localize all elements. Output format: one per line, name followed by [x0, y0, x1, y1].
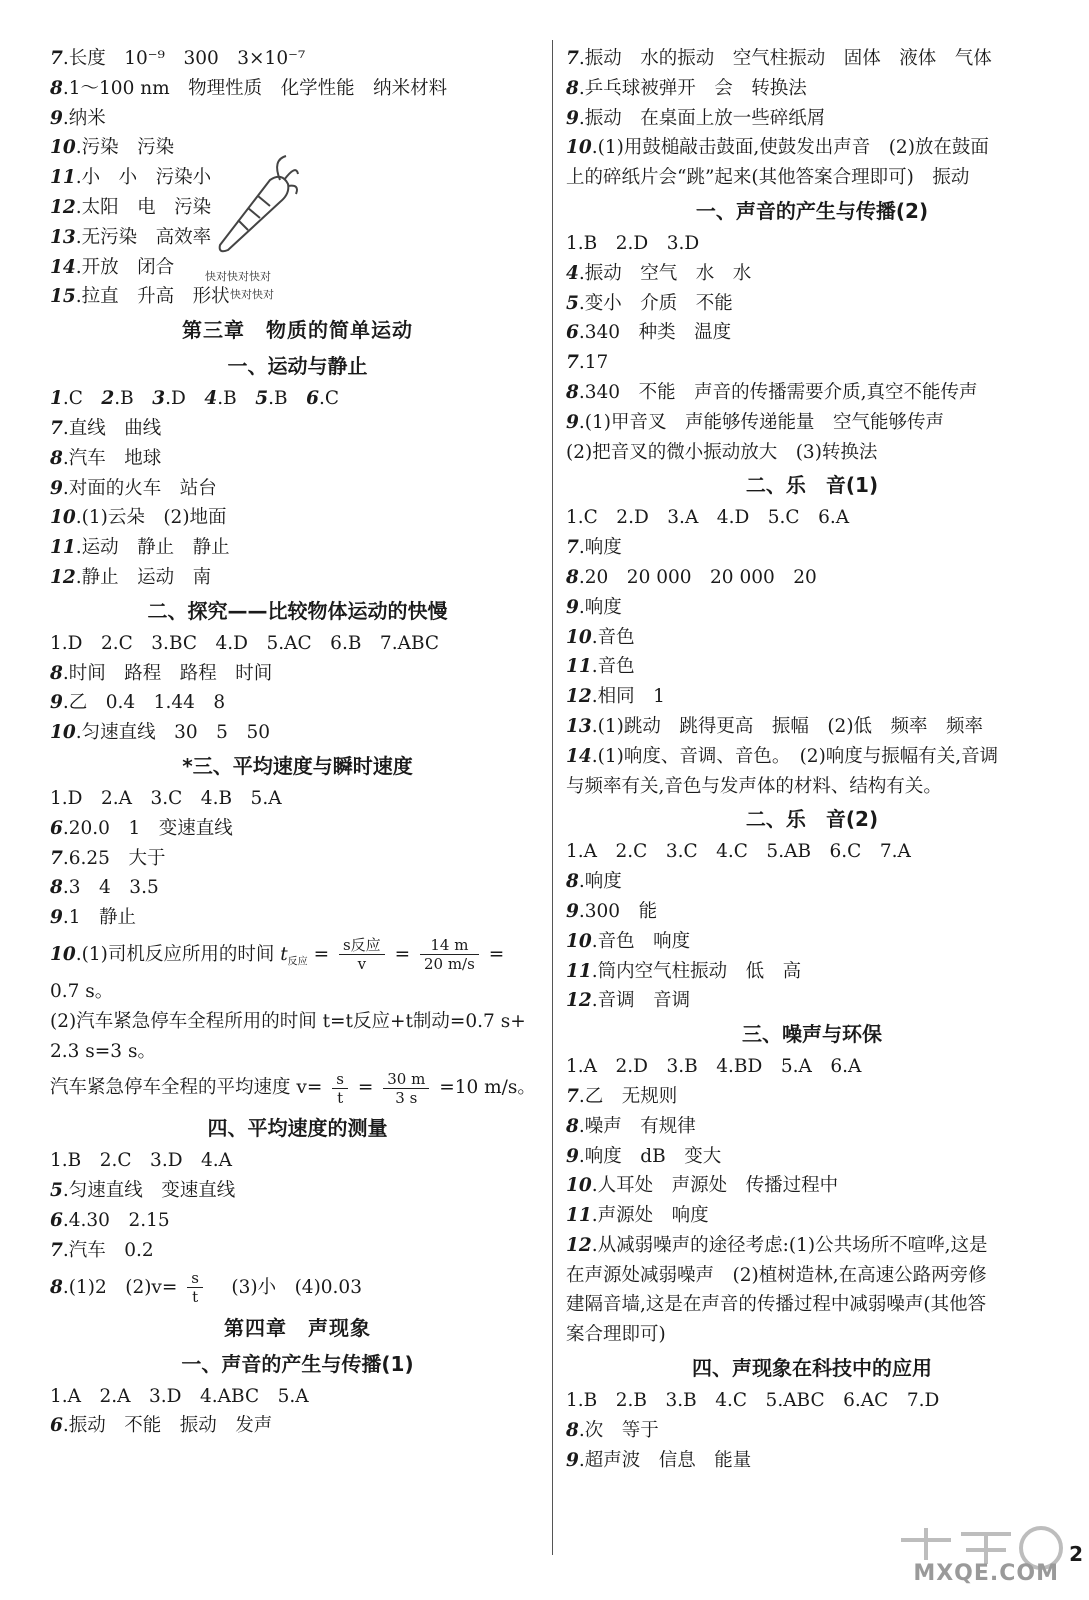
fraction: $\frac{14 m}{20 m/s}$ [420, 936, 479, 973]
answer-line: 8.340 不能 声音的传播需要介质,真空不能传声 [566, 381, 978, 403]
fraction: $\frac{30 m}{3 s}$ [383, 1070, 429, 1107]
mc-answers: 1.D 2.C 3.BC 4.D 5.AC 6.B 7.ABC [50, 632, 440, 654]
answer-line: 9.纳米 [50, 107, 106, 129]
answer-line: 9.乙 0.4 1.44 8 [50, 692, 226, 714]
answer-line: 8.1～100 nm 物理性质 化学性能 纳米材料 [50, 77, 448, 99]
answer-line: 11.筒内空气柱振动 低 高 [566, 960, 802, 982]
answer-line: 4.振动 空气 水 水 [566, 262, 752, 284]
answer-line: 7.乙 无规则 [566, 1085, 678, 1107]
answer-line: 10.(1)云朵 (2)地面 [50, 507, 227, 529]
answer-line: 8.汽车 地球 [50, 447, 162, 469]
chapter-title: 第三章 物质的简单运动 [182, 318, 413, 343]
fraction: $\frac{s}{t}$ [332, 1070, 348, 1107]
section-title: 一、声音的产生与传播(2) [695, 198, 929, 223]
answer-line: 8.时间 路程 路程 时间 [50, 662, 273, 684]
answer-line: 6.振动 不能 振动 发声 [50, 1415, 273, 1437]
answer-line: 11.音色 [566, 656, 635, 678]
answer-line: 13.(1)跳动 跳得更高 振幅 (2)低 频率 频率 [566, 715, 984, 737]
doodle-caption: 快对快对 [230, 288, 274, 301]
answer-line: 9.响度 [566, 596, 622, 618]
answer-line: 7.17 [566, 352, 609, 374]
answer-line: 10.人耳处 声源处 传播过程中 [566, 1175, 839, 1197]
answer-line: 8.次 等于 [566, 1419, 659, 1441]
answer-line: 13.无污染 高效率 [50, 226, 212, 248]
answer-line: 9.对面的火车 站台 [50, 477, 217, 499]
answer-line: 14.(1)响度、音调、音色。 (2)响度与振幅有关,音调 [566, 745, 999, 767]
column-divider [552, 40, 553, 1555]
answer-line: 10.音色 响度 [566, 930, 691, 952]
answer-line: (2)汽车紧急停车全程所用的时间 t=t反应+t制动=0.7 s+ [50, 1010, 526, 1032]
watermark-text: MXQE.COM [913, 1561, 1059, 1586]
mc-answers: 1.B 2.B 3.B 4.C 5.ABC 6.AC 7.D [566, 1390, 940, 1412]
answer-line: 12.静止 运动 南 [50, 566, 212, 588]
mc-answers: 1.C 2.B 3.D 4.B 5.B 6.C [50, 388, 340, 410]
answer-line: 6.20.0 1 变速直线 [50, 817, 233, 839]
mc-answers: 1.A 2.A 3.D 4.ABC 5.A [50, 1385, 309, 1407]
answer-line: 6.340 种类 温度 [566, 322, 732, 344]
answer-line: 7.直线 曲线 [50, 417, 162, 439]
mc-answers: 1.B 2.D 3.D [566, 232, 700, 254]
answer-line: 7.长度 10⁻⁹ 300 3×10⁻⁷ [50, 48, 306, 69]
answer-line: 15.拉直 升高 形状 [50, 286, 230, 308]
section-title: 二、乐 音(2) [745, 807, 879, 832]
section-title: 四、声现象在科技中的应用 [692, 1356, 932, 1381]
answer-line: 2.3 s=3 s。 [50, 1040, 156, 1062]
answer-line: 8.3 4 3.5 [50, 877, 159, 899]
answer-line: 7.6.25 大于 [50, 847, 166, 869]
doodle-caption: 快对快对快对 [205, 270, 271, 283]
answer-line: 9.响度 dB 变大 [566, 1145, 722, 1167]
answer-line: 12.音调 音调 [566, 990, 691, 1012]
answer-line: 7.振动 水的振动 空气柱振动 固体 液体 气体 [566, 48, 992, 69]
answer-line: 9.(1)甲音叉 声能够传递能量 空气能够传声 [566, 411, 944, 433]
section-title: *三、平均速度与瞬时速度 [182, 753, 413, 778]
answer-line: 8.噪声 有规律 [566, 1115, 696, 1137]
answer-line: 上的碎纸片会“跳”起来(其他答案合理即可) 振动 [566, 167, 970, 189]
answer-line: 10.音色 [566, 626, 635, 648]
answer-line: 与频率有关,音色与发声体的材料、结构有关。 [566, 775, 942, 797]
page-number: 2 [1069, 1542, 1083, 1566]
answer-line: 8.乒乓球被弹开 会 转换法 [566, 77, 807, 99]
section-title: 二、乐 音(1) [745, 473, 879, 498]
mc-answers: 1.A 2.D 3.B 4.BD 5.A 6.A [566, 1056, 862, 1078]
mc-answers: 1.D 2.A 3.C 4.B 5.A [50, 787, 282, 809]
answer-line: 5.匀速直线 变速直线 [50, 1180, 236, 1202]
answer-line: 在声源处减弱噪声 (2)植树造林,在高速公路两旁修 [566, 1264, 987, 1286]
answer-line: 9.超声波 信息 能量 [566, 1449, 752, 1471]
answer-line: 10.匀速直线 30 5 50 [50, 722, 270, 744]
answer-line: 7.汽车 0.2 [50, 1239, 154, 1261]
answer-line: 7.响度 [566, 537, 622, 559]
answer-line: 建隔音墙,这是在声音的传播过程中减弱噪声(其他答 [566, 1294, 987, 1316]
answer-line: 11.小 小 污染小 [50, 167, 212, 189]
fraction: $\frac{s}{t}$ [187, 1269, 203, 1306]
answer-line: 10.污染 污染 [50, 137, 175, 159]
mc-answers: 1.B 2.C 3.D 4.A [50, 1150, 233, 1172]
answer-line: 案合理即可) [566, 1324, 666, 1346]
section-title: 一、声音的产生与传播(1) [181, 1351, 414, 1376]
answer-line: 5.变小 介质 不能 [566, 292, 733, 314]
answer-line: 12.从减弱噪声的途径考虑:(1)公共场所不喧哗,这是 [566, 1234, 988, 1256]
mc-answers: 1.C 2.D 3.A 4.D 5.C 6.A [566, 507, 850, 529]
right-column [566, 44, 1058, 1475]
chapter-title: 第四章 声现象 [224, 1315, 371, 1340]
answer-line: 9.振动 在桌面上放一些碎纸屑 [566, 107, 826, 129]
answer-line: 10.(1)用鼓槌敲击鼓面,使鼓发出声音 (2)放在鼓面 [566, 137, 989, 159]
section-title: 四、平均速度的测量 [207, 1116, 388, 1141]
answer-line: 9.1 静止 [50, 907, 137, 929]
answer-line: 8.响度 [566, 871, 622, 893]
answer-line-formula: 汽车紧急停车全程的平均速度 v= $\frac{s}{t}$ = $\frac{30 m}{3 s}$ =10 m/s。 [50, 1069, 536, 1107]
answer-line-formula: 8.(1)2 (2)v= $\frac{s}{t}$ (3)小 (4)0.03 [50, 1269, 362, 1306]
answer-line: 14.开放 闭合 [50, 256, 175, 278]
answer-line: 9.300 能 [566, 900, 658, 922]
answer-line: 8.20 20 000 20 000 20 [566, 566, 817, 588]
answer-line: (2)把音叉的微小振动放大 (3)转换法 [566, 441, 878, 463]
answer-line: 6.4.30 2.15 [50, 1209, 170, 1231]
mc-answers: 1.A 2.C 3.C 4.C 5.AB 6.C 7.A [566, 841, 911, 863]
carrot-doodle-icon [200, 150, 300, 260]
answer-line-formula: 10.(1)司机反应所用的时间 $t_{反应}$ = $\frac{\text{s反应}}{v}$ = $\frac{14 m}{20 m/s}$ = [50, 936, 505, 974]
answer-line: 0.7 s。 [50, 980, 114, 1002]
answer-line: 11.声源处 响度 [566, 1205, 709, 1227]
section-title: 一、运动与静止 [227, 354, 368, 379]
fraction: $\frac{\text{s反应}}{v}$ [339, 936, 385, 973]
answer-line: 12.太阳 电 污染 [50, 196, 212, 218]
section-title: 二、探究——比较物体运动的快慢 [147, 598, 448, 623]
section-title: 三、噪声与环保 [742, 1022, 882, 1047]
answer-line: 11.运动 静止 静止 [50, 537, 230, 559]
answer-line: 12.相同 1 [566, 686, 665, 708]
